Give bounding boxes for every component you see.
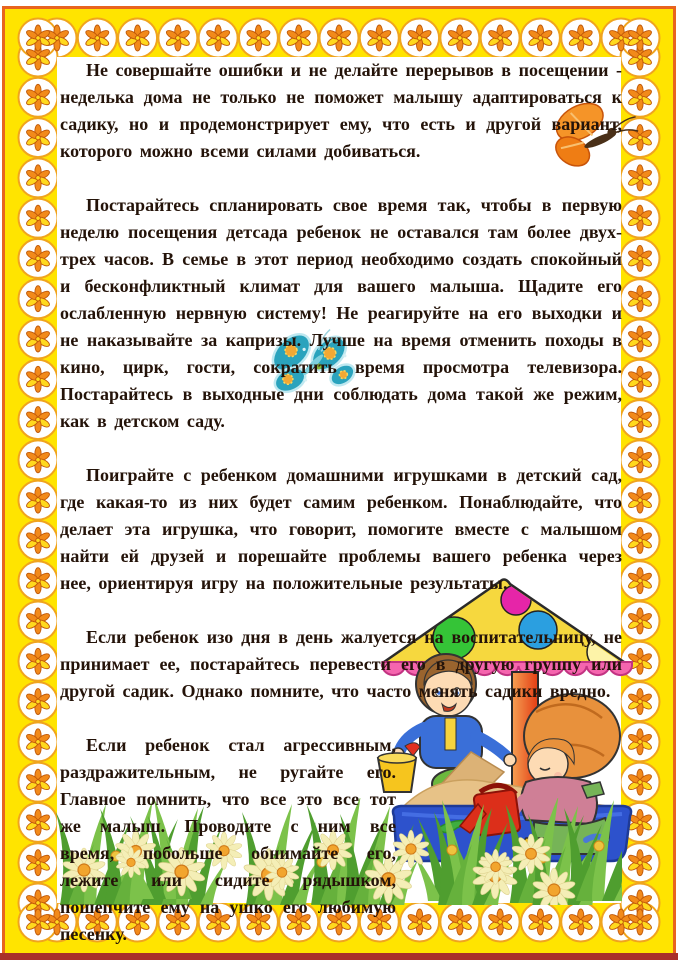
paragraph-2: Постарайтесь спланировать свое время так, чтобы в первую неделю посещения детсада ребенок не оставался там более двух-трех часов. В семье в этот период необходимо создать спокойный и бесконфликтный климат для вашего малыша. Щадите его ослабленную нервную систему! Не реагируйте на его выходки и не наказывайте за капризы. Лучше на время отменить походы в кино, цирк, гости, сократить время просмотра телевизора. Постарайтесь в выходные дни соблюдать дома такой же режим, как в детском саду. bbox=[60, 195, 622, 431]
paragraph-5: Если ребенок стал агрессивным, раздражительным, не ругайте его. Главное помнить, что все это все тот же малыш. Проводите с ним все время, побольше обнимайте его, лежите или сидите рядышком, пошепчите ему на ушко его любимую песенку. bbox=[60, 735, 396, 944]
advice-text-block bbox=[60, 57, 622, 960]
paragraph-4: Если ребенок изо дня в день жалуется на воспитательницу, не принимает ее, постарайтесь перевести его в другую группу или другой садик. Однако помните, что часто менять садики вредно. bbox=[60, 627, 622, 701]
paragraph-1: Не совершайте ошибки и не делайте перерывов в посещении - неделька дома не только не поможет малышу адаптироваться к садику, но и продемонстрирует ему, что есть и другой вариант, которого можно всеми силами добиваться. bbox=[60, 60, 622, 161]
paragraph-3: Поиграйте с ребенком домашними игрушками в детский сад, где какая-то из них будет самим ребенком. Понаблюдайте, что делает эта игрушка, что говорит, помогите вместе с малышом найти ей друзей и порешайте проблемы вашего ребенка через нее, ориентируя игру на положительные результаты. bbox=[60, 465, 622, 593]
